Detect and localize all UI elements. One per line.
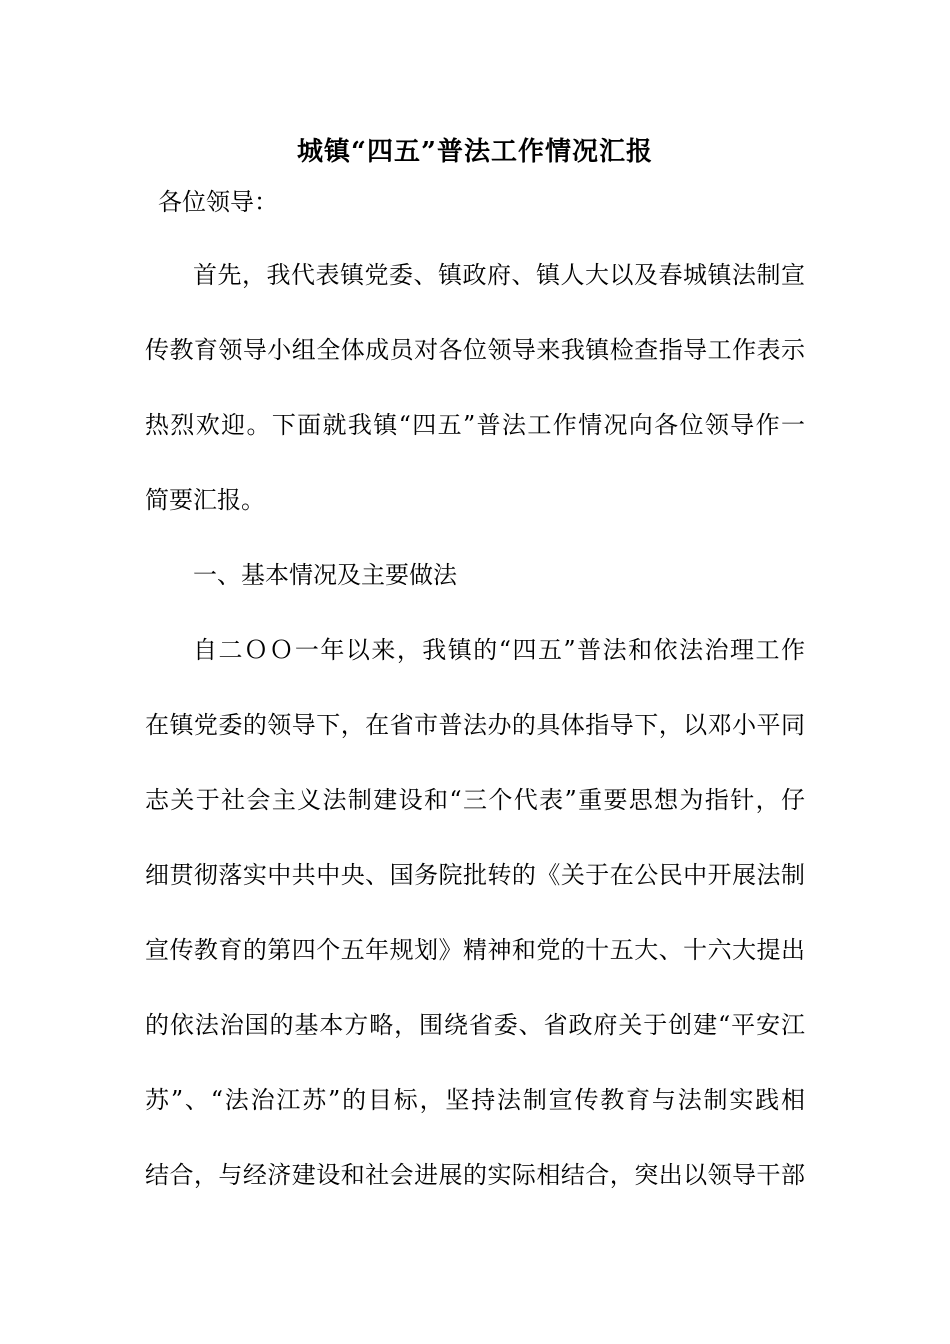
paragraph-line: 自二ＯＯ一年以来，我镇的“四五”普法和依法治理工作	[193, 636, 805, 664]
paragraph-line: 首先，我代表镇党委、镇政府、镇人大以及春城镇法制宣	[193, 261, 805, 289]
paragraph-line: 的依法治国的基本方略，围绕省委、省政府关于创建“平安江	[145, 1011, 805, 1039]
paragraph-line: 苏”、“法治江苏”的目标，坚持法制宣传教育与法制实践相	[145, 1086, 805, 1114]
section-heading: 一、基本情况及主要做法	[193, 561, 457, 589]
paragraph-line: 宣传教育的第四个五年规划》精神和党的十五大、十六大提出	[145, 936, 805, 964]
paragraph-line: 结合，与经济建设和社会进展的实际相结合，突出以领导干部	[145, 1161, 805, 1189]
paragraph-line: 志关于社会主义法制建设和“三个代表”重要思想为指针，仔	[145, 786, 805, 814]
paragraph-line: 细贯彻落实中共中央、国务院批转的《关于在公民中开展法制	[145, 861, 805, 889]
paragraph-line: 热烈欢迎。下面就我镇“四五”普法工作情况向各位领导作一	[145, 411, 805, 439]
document-title: 城镇“四五”普法工作情况汇报	[297, 137, 653, 167]
salutation: 各位领导：	[158, 188, 278, 216]
paragraph-line: 传教育领导小组全体成员对各位领导来我镇检查指导工作表示	[145, 336, 805, 364]
paragraph-line: 在镇党委的领导下，在省市普法办的具体指导下，以邓小平同	[145, 711, 805, 739]
paragraph-line: 简要汇报。	[145, 486, 265, 514]
